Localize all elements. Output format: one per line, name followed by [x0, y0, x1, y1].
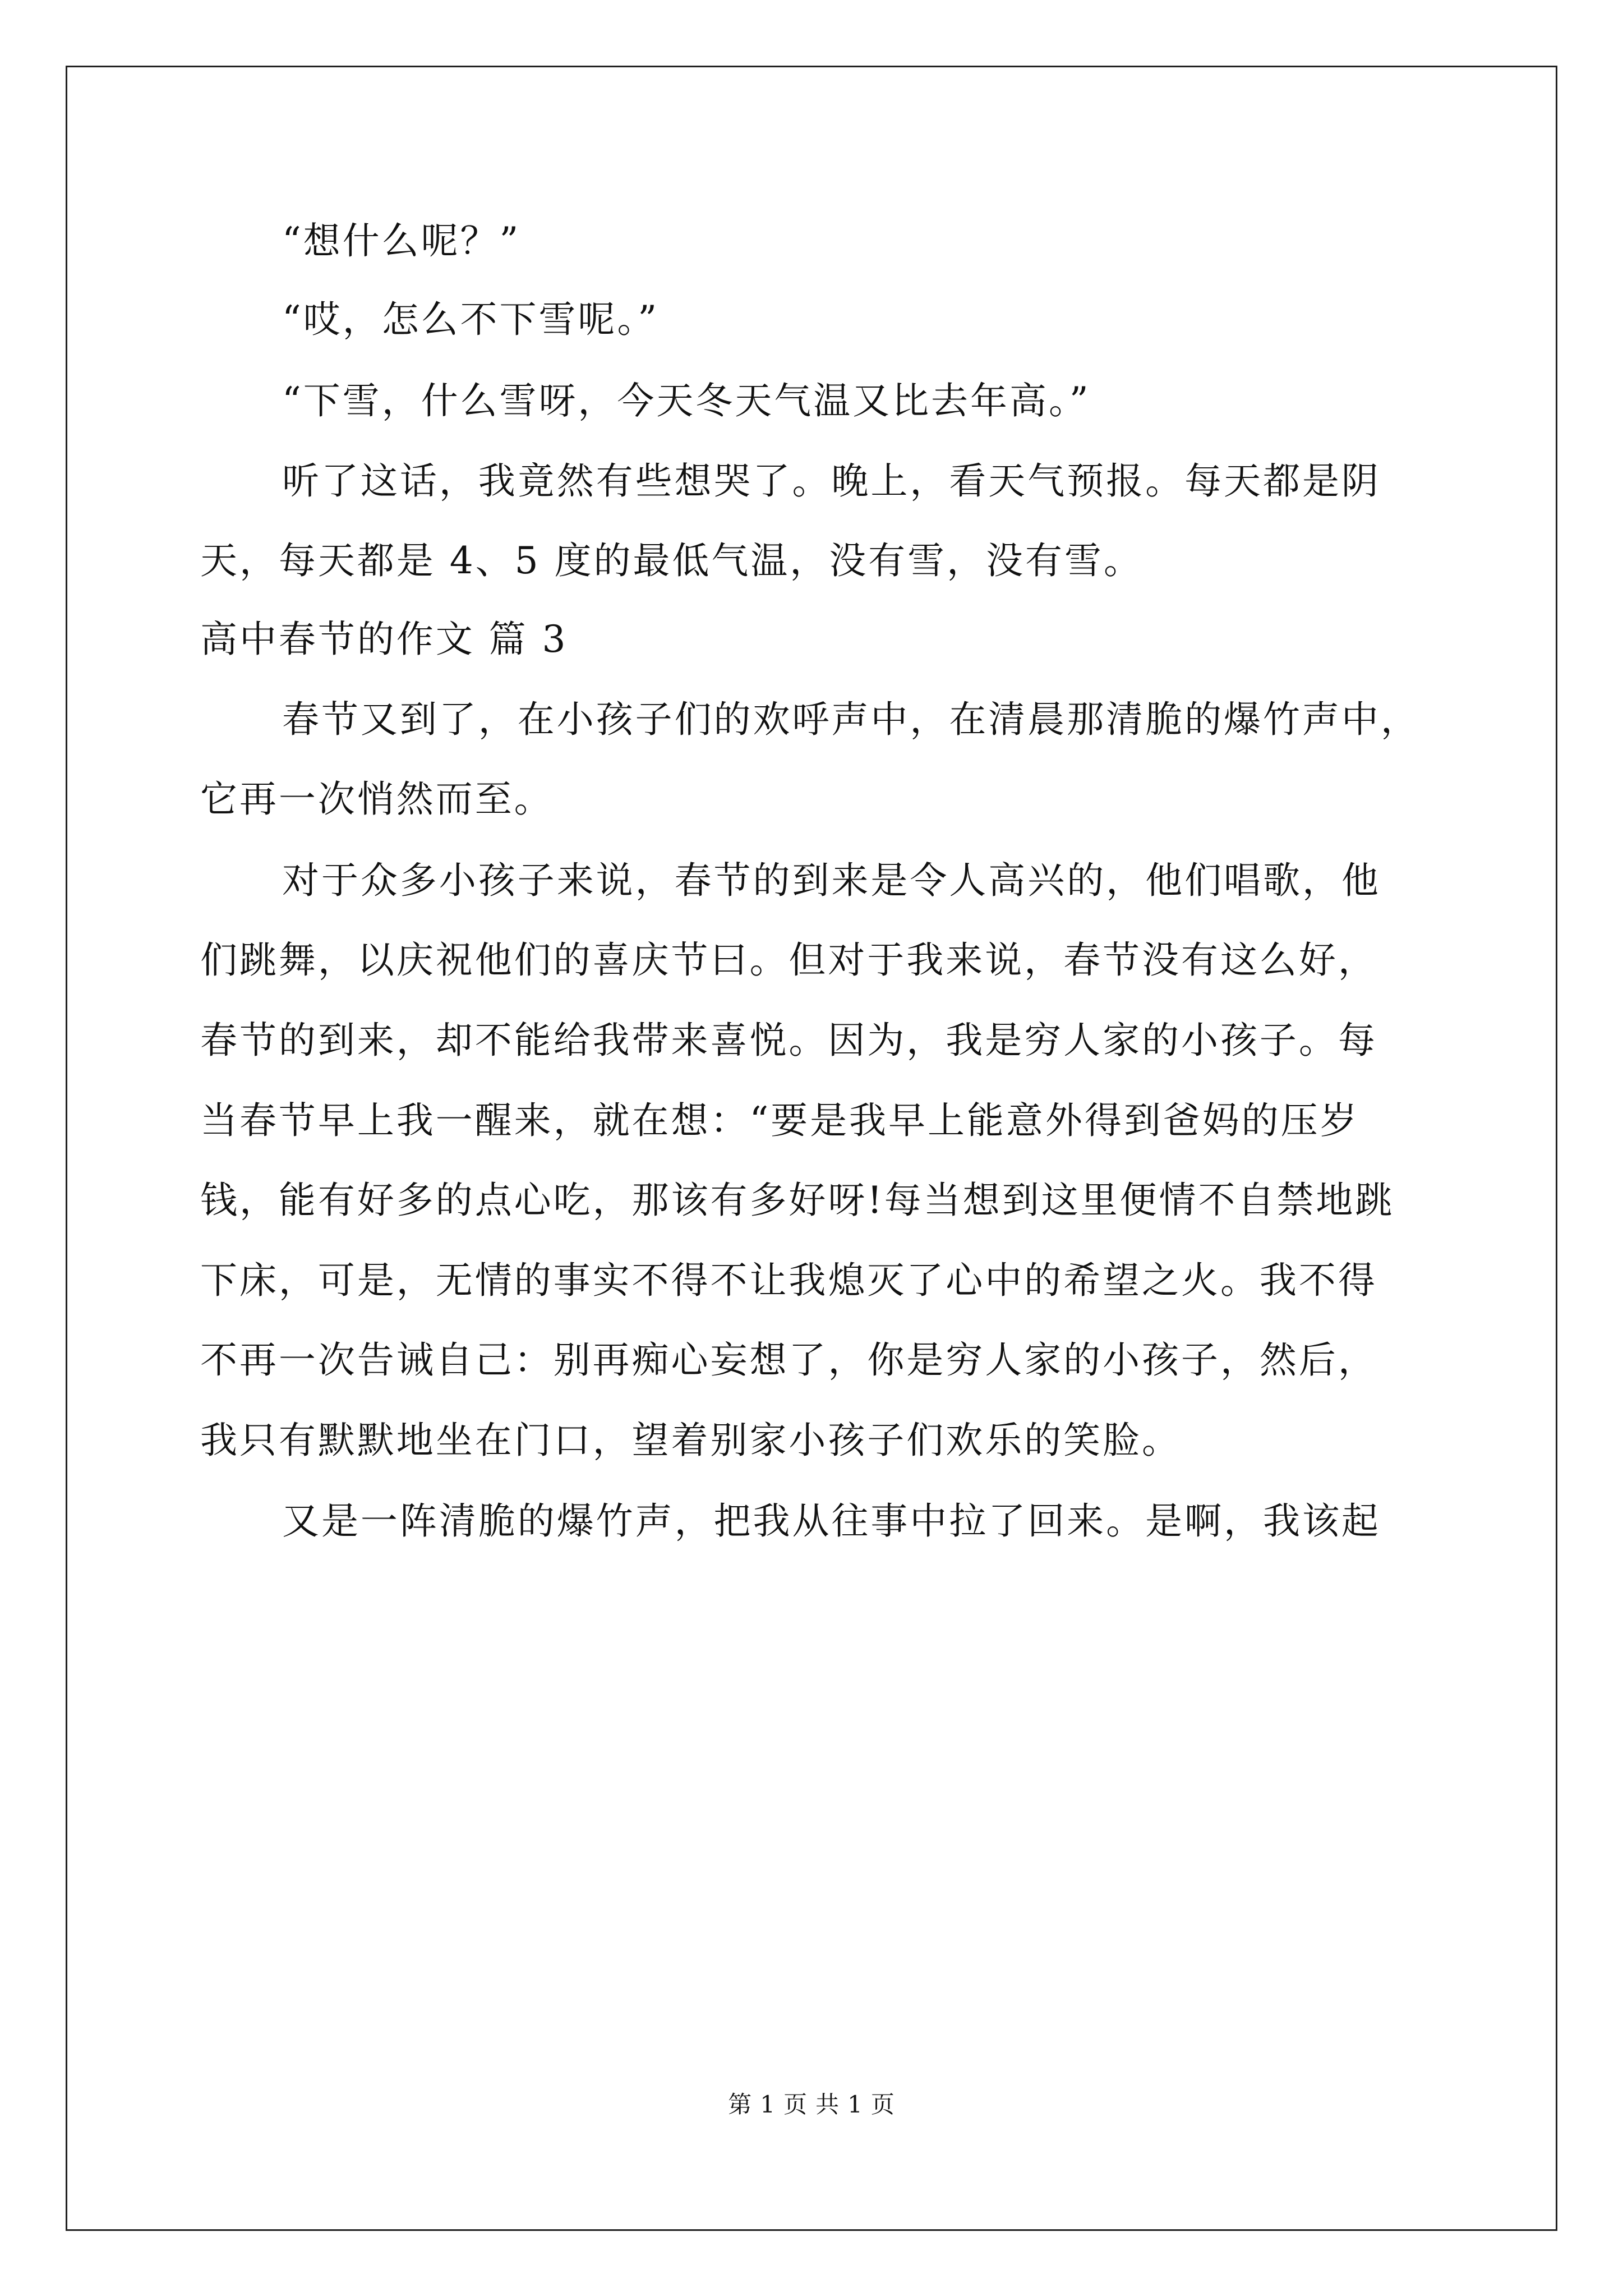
paragraph-line: 又是一阵清脆的爆竹声，把我从往事中拉了回来。是啊，我该起	[282, 1499, 1381, 1543]
page-number-footer: 第 1 页 共 1 页	[728, 2091, 895, 2118]
paragraph-line: 听了这话，我竟然有些想哭了。晚上，看天气预报。每天都是阴	[282, 459, 1381, 503]
dialogue-line: “哎，怎么不下雪呢。”	[282, 298, 660, 341]
dialogue-line: “下雪，什么雪呀，今天冬天气温又比去年高。”	[282, 379, 1091, 422]
section-heading: 高中春节的作文 篇 3	[200, 618, 568, 661]
paragraph-line: 下床，可是，无情的事实不得不让我熄灭了心中的希望之火。我不得	[200, 1259, 1377, 1302]
dialogue-line: “想什么呢？”	[282, 219, 521, 263]
paragraph-line: 春节又到了，在小孩子们的欢呼声中，在清晨那清脆的爆竹声中，	[282, 698, 1420, 741]
paragraph-line: 春节的到来，却不能给我带来喜悦。因为，我是穷人家的小孩子。每	[200, 1019, 1377, 1062]
paragraph-line: 当春节早上我一醒来，就在想：“要是我早上能意外得到爸妈的压岁	[200, 1099, 1359, 1142]
paragraph-line: 们跳舞，以庆祝他们的喜庆节曰。但对于我来说，春节没有这么好，	[200, 938, 1377, 982]
paragraph-line: 它再一次悄然而至。	[200, 777, 554, 821]
paragraph-line: 我只有默默地坐在门口，望着别家小孩子们欢乐的笑脸。	[200, 1419, 1181, 1462]
paragraph-line: 不再一次告诫自己：别再痴心妄想了，你是穷人家的小孩子，然后，	[200, 1338, 1377, 1382]
paragraph-line: 钱，能有好多的点心吃，那该有多好呀!每当想到这里便情不自禁地跳	[200, 1179, 1395, 1222]
paragraph-line: 对于众多小孩子来说，春节的到来是令人高兴的，他们唱歌，他	[282, 859, 1381, 902]
paragraph-line: 天，每天都是 4、5 度的最低气温，没有雪，没有雪。	[200, 539, 1143, 582]
